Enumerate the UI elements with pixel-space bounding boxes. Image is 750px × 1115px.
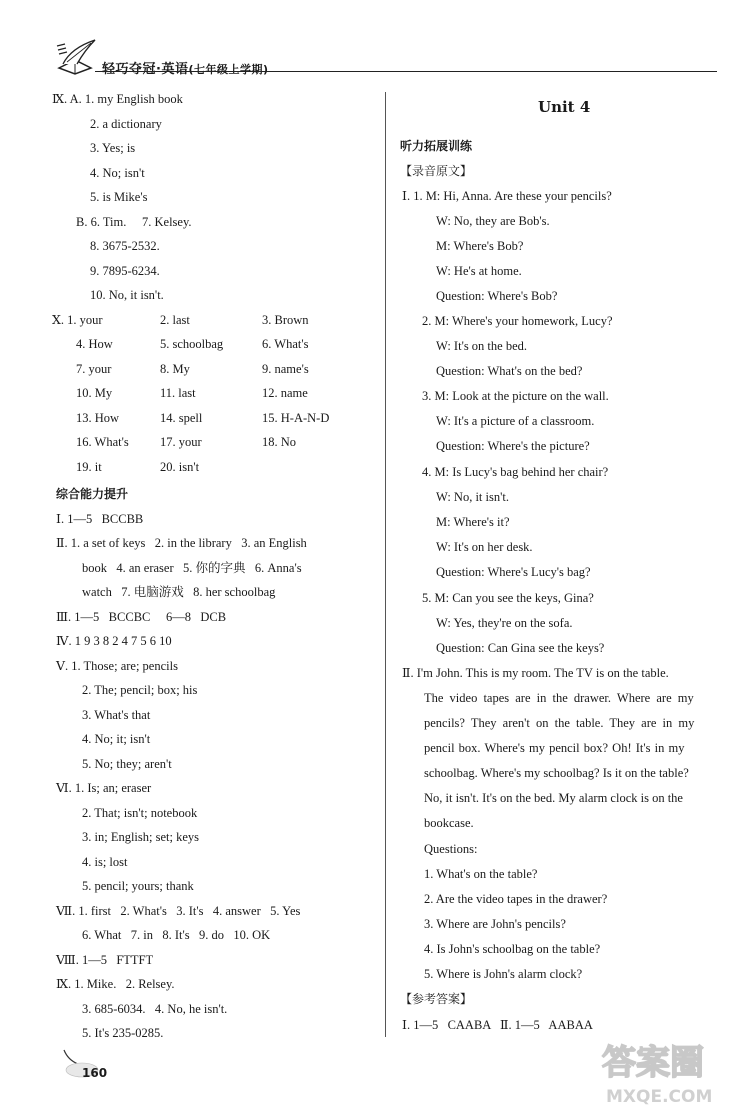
transcript-line: Question: What's on the bed? [436, 364, 583, 378]
grid-cell: 10. My [76, 386, 113, 400]
grid-cell: 7. your [76, 362, 112, 376]
answer-line: Ⅱ. 1. a set of keys 2. in the library 3. an English [56, 536, 307, 550]
transcript-line: W: No, they are Bob's. [436, 214, 550, 228]
transcript-line: No, it isn't. It's on the bed. My alarm clock is on the [424, 791, 683, 805]
grid-cell: 20. isn't [160, 460, 200, 474]
transcript-line: Question: Where's Bob? [436, 289, 558, 303]
transcript-line: Question: Where's Lucy's bag? [436, 565, 591, 579]
transcript-line: 5. M: Can you see the keys, Gina? [422, 591, 594, 605]
answer-line: 5. is Mike's [90, 190, 148, 204]
transcript-line: schoolbag. Where's my schoolbag? Is it on the table? [424, 766, 689, 780]
answer-line: 3. 685-6034. 4. No, he isn't. [82, 1002, 228, 1016]
transcript-line: 2. M: Where's your homework, Lucy? [422, 314, 613, 328]
answer-line: 4. No; it; isn't [82, 732, 151, 746]
question-line: 5. Where is John's alarm clock? [424, 967, 583, 981]
watermark-text: 答案圈 [602, 1043, 704, 1083]
answer-line: watch 7. 电脑游戏 8. her schoolbag [82, 585, 276, 599]
grid-cell: 3. Brown [262, 313, 309, 327]
answer-line: 3. in; English; set; keys [82, 830, 200, 844]
transcript-line: W: He's at home. [436, 264, 522, 278]
question-line: 1. What's on the table? [424, 867, 538, 881]
transcript-line: pencil box. Where's my pencil box? Oh! It's in my [424, 741, 685, 755]
answer-line: Ⅷ. 1—5 FTTFT [56, 953, 154, 967]
grid-cell: 9. name's [262, 362, 309, 376]
grid-cell: 6. What's [262, 337, 309, 351]
answer-line: 2. The; pencil; box; his [82, 683, 198, 697]
answer-line: Ⅶ. 1. first 2. What's 3. It's 4. answer 5. Yes [56, 904, 301, 918]
grid-cell: Ⅹ. 1. your [52, 313, 103, 327]
transcript-line: Question: Can Gina see the keys? [436, 641, 605, 655]
answer-line: Ⅴ. 1. Those; are; pencils [56, 659, 178, 673]
grid-cell: 12. name [262, 386, 308, 400]
transcript-line: Ⅱ. I'm John. This is my room. The TV is on the table. [402, 666, 669, 680]
transcript-line: W: It's a picture of a classroom. [436, 414, 595, 428]
grid-cell: 8. My [160, 362, 190, 376]
answer-line: 3. Yes; is [90, 141, 136, 155]
transcript-line: Question: Where's the picture? [436, 439, 590, 453]
book-quill-logo-icon [55, 38, 99, 76]
grid-cell: 5. schoolbag [160, 337, 224, 351]
transcript-line: M: Where's it? [436, 515, 510, 529]
transcript-line: 3. M: Look at the picture on the wall. [422, 389, 609, 403]
section-heading: 听力拓展训练 [400, 139, 473, 153]
grid-cell: 2. last [160, 313, 190, 327]
answer-line: 4. is; lost [82, 855, 128, 869]
grid-cell: 4. How [76, 337, 113, 351]
answer-line: Ⅰ. 1—5 CAABA Ⅱ. 1—5 AABAA [402, 1018, 593, 1032]
answer-line: Ⅲ. 1—5 BCCBC 6—8 DCB [56, 610, 227, 624]
transcript-line: Ⅰ. 1. M: Hi, Anna. Are these your pencils? [402, 189, 612, 203]
answer-line: 2. a dictionary [90, 117, 162, 131]
transcript-line: W: It's on the bed. [436, 339, 528, 353]
grid-cell: 18. No [262, 435, 297, 449]
grid-cell: 14. spell [160, 411, 203, 425]
section-heading: 综合能力提升 [56, 487, 129, 501]
watermark-logo [592, 1032, 742, 1110]
question-line: 3. Where are John's pencils? [424, 917, 566, 931]
answer-line: Ⅳ. 1 9 3 8 2 4 7 5 6 10 [56, 634, 172, 648]
answer-line: 6. What 7. in 8. It's 9. do 10. OK [82, 928, 271, 942]
header-rule [95, 71, 717, 72]
page-header [55, 38, 715, 78]
answer-line: B. 6. Tim. 7. Kelsey. [76, 215, 192, 229]
watermark-url: MXQE.COM [606, 1087, 713, 1107]
answer-line: Ⅸ. 1. Mike. 2. Relsey. [56, 977, 175, 991]
grid-cell: 15. H-A-N-D [262, 411, 330, 425]
answer-line: 8. 3675-2532. [90, 239, 160, 253]
subsection-heading: 【录音原文】 [400, 164, 473, 178]
grid-cell: 16. What's [76, 435, 129, 449]
book-title: 轻巧夺冠·英语(七年级上学期) [102, 62, 269, 77]
grid-cell: 11. last [160, 386, 196, 400]
answer-line: book 4. an eraser 5. 你的字典 6. Anna's [82, 561, 302, 575]
answer-line: Ⅵ. 1. Is; an; eraser [56, 781, 152, 795]
grid-cell: 19. it [76, 460, 102, 474]
column-divider [385, 92, 386, 1037]
answer-line: 5. It's 235-0285. [82, 1026, 164, 1040]
answer-line: Ⅰ. 1—5 BCCBB [56, 512, 144, 526]
transcript-line: pencils? They aren't on the table. They are in my [424, 716, 695, 730]
answer-line: 9. 7895-6234. [90, 264, 160, 278]
question-line: 4. Is John's schoolbag on the table? [424, 942, 601, 956]
answer-line: 4. No; isn't [90, 166, 145, 180]
transcript-line: bookcase. [424, 816, 474, 830]
transcript-line: W: It's on her desk. [436, 540, 533, 554]
answer-line: 3. What's that [82, 708, 151, 722]
answer-line: Ⅸ. A. 1. my English book [52, 92, 183, 106]
transcript-line: Questions: [424, 842, 478, 856]
page-number: 160 [82, 1066, 108, 1080]
answer-line: 5. No; they; aren't [82, 757, 172, 771]
transcript-line: M: Where's Bob? [436, 239, 524, 253]
answer-line: 2. That; isn't; notebook [82, 806, 198, 820]
unit-heading: Unit 4 [538, 98, 591, 116]
question-line: 2. Are the video tapes in the drawer? [424, 892, 608, 906]
subsection-heading: 【参考答案】 [400, 992, 473, 1006]
transcript-line: The video tapes are in the drawer. Where are my [424, 691, 694, 705]
grid-cell: 17. your [160, 435, 202, 449]
transcript-line: W: No, it isn't. [436, 490, 509, 504]
answer-line: 10. No, it isn't. [90, 288, 164, 302]
transcript-line: W: Yes, they're on the sofa. [436, 616, 573, 630]
grid-cell: 13. How [76, 411, 120, 425]
answer-line: 5. pencil; yours; thank [82, 879, 194, 893]
transcript-line: 4. M: Is Lucy's bag behind her chair? [422, 465, 609, 479]
